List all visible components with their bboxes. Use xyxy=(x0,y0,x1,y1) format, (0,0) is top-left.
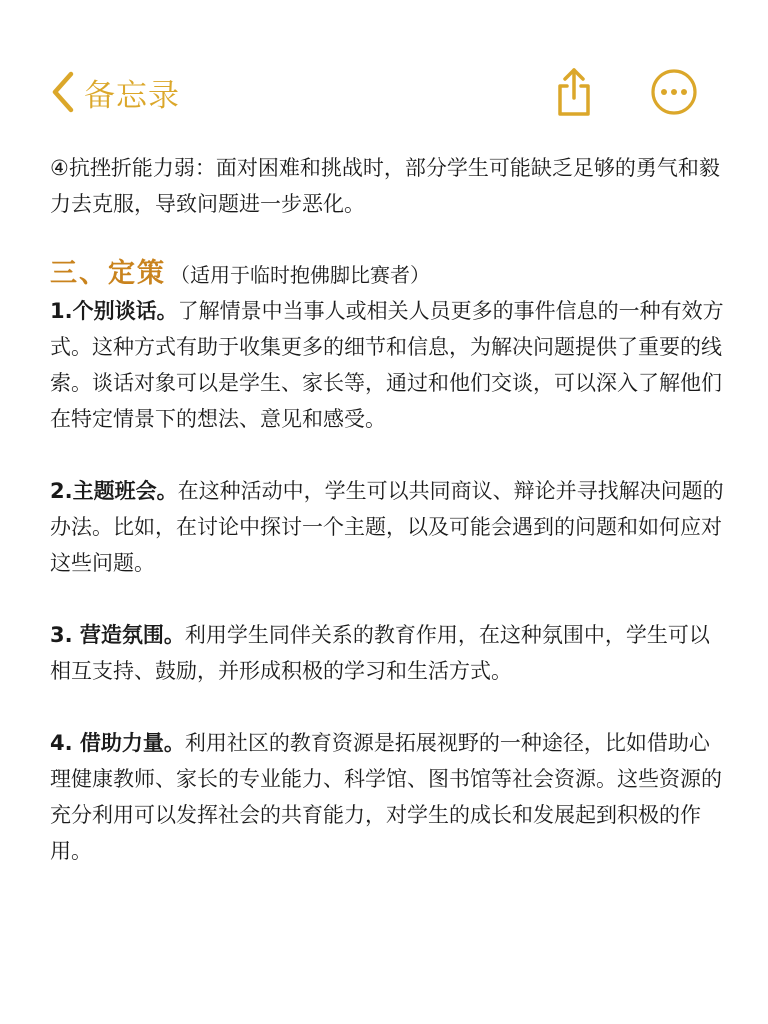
back-button[interactable] xyxy=(50,68,180,116)
section-subtitle: （适用于临时抱佛脚比赛者） xyxy=(170,263,430,287)
intro-paragraph: ④抗挫折能力弱：面对困难和挑战时，部分学生可能缺乏足够的勇气和毅力去克服，导致问题进一步恶化。 xyxy=(50,156,720,216)
list-item xyxy=(50,617,730,689)
item-text: 利用学生同伴关系的教育作用，在这种氛围中，学生可以相互支持、鼓励，并形成积极的学习和生活方式。 xyxy=(50,623,710,683)
ellipsis-circle-icon xyxy=(650,68,698,116)
navigation-bar xyxy=(0,62,768,122)
list-item xyxy=(50,293,730,437)
item-text: 利用社区的教育资源是拓展视野的一种途径，比如借助心理健康教师、家长的专业能力、科学馆、图书馆等社会资源。这些资源的充分利用可以发挥社会的共育能力，对学生的成长和发展起到积极的作用。 xyxy=(50,731,722,863)
share-icon xyxy=(552,66,596,118)
list-item xyxy=(50,725,730,869)
back-label: 备忘录 xyxy=(84,77,180,114)
note-body[interactable] xyxy=(50,150,730,869)
item-lead: 4. 借助力量。 xyxy=(50,731,185,755)
more-button[interactable] xyxy=(650,68,698,116)
section-heading xyxy=(50,256,730,293)
chevron-left-icon xyxy=(50,70,76,114)
item-lead: 1.个别谈话。 xyxy=(50,299,178,323)
item-lead: 3. 营造氛围。 xyxy=(50,623,185,647)
section-title: 三、定策 xyxy=(50,258,166,289)
item-text: 了解情景中当事人或相关人员更多的事件信息的一种有效方式。这种方式有助于收集更多的细节和信息，为解决问题提供了重要的线索。谈话对象可以是学生、家长等，通过和他们交谈，可以深入了解他们在特定情景下的想法、意见和感受。 xyxy=(50,299,724,431)
item-lead: 2.主题班会。 xyxy=(50,479,178,503)
share-button[interactable] xyxy=(552,66,596,118)
item-text: 在这种活动中，学生可以共同商议、辩论并寻找解决问题的办法。比如，在讨论中探讨一个主题，以及可能会遇到的问题和如何应对这些问题。 xyxy=(50,479,724,575)
list-item xyxy=(50,473,730,581)
